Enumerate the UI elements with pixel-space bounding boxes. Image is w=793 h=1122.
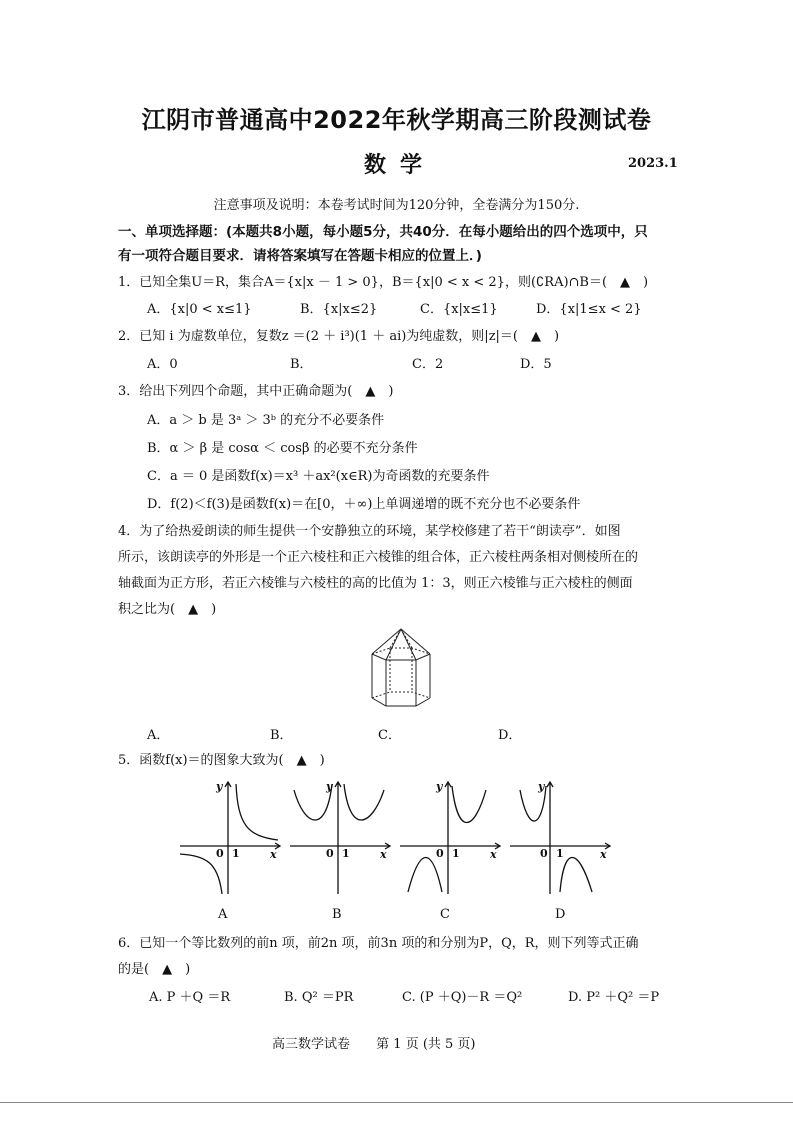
page-bottom-divider (0, 1102, 793, 1103)
q5-stem: 5．函数f(x)＝的图象大致为( ▲ ) (118, 753, 325, 768)
q6-line2: 的是( ▲ ) (118, 962, 191, 977)
q1-option-c: C．{x|x≤1} (420, 302, 498, 317)
graph-c-plot (396, 776, 506, 898)
subject-heading: 数学 (364, 153, 437, 178)
q4-option-b: B． (270, 728, 293, 743)
q4-line3: 轴截面为正方形，若正六棱锥与六棱柱的高的比值为 1：3，则正六棱锥与正六棱柱的侧面 (118, 576, 633, 591)
q6-option-a: A. P ＋Q ＝R (149, 990, 231, 1005)
q2-option-b: B． (290, 357, 313, 372)
q3-option-a: A．a ＞ b 是 3ᵃ ＞ 3ᵇ 的充分不必要条件 (147, 413, 385, 428)
graph-a-x-label: x (270, 848, 277, 861)
q3-stem: 3．给出下列四个命题，其中正确命题为( ▲ ) (118, 384, 394, 399)
graph-c-caption: C (440, 907, 450, 922)
q3-option-b: B．α ＞ β 是 cosα ＜ cosβ 的必要不充分条件 (147, 441, 418, 456)
q1-option-d: D．{x|1≤x < 2} (536, 302, 642, 317)
q2-option-a: A．0 (147, 357, 178, 372)
exam-notice: 注意事项及说明：本卷考试时间为120分钟，全卷满分为150分. (213, 198, 580, 213)
q4-line4: 积之比为( ▲ ) (118, 602, 217, 617)
graph-c-x-label: x (490, 848, 497, 861)
q6-option-b: B. Q² ＝PR (284, 990, 354, 1005)
q2-option-c: C．2 (412, 357, 444, 372)
graph-a (176, 776, 286, 898)
footer-page-number: 第 1 页 (共 5 页) (376, 1037, 476, 1052)
q4-line1: 4．为了给热爱朗读的师生提供一个安静独立的环境，某学校修建了若干“朗读亭”．如图 (118, 524, 621, 539)
graph-c (396, 776, 506, 898)
graph-b-origin: 0 (326, 847, 334, 860)
graph-d (506, 776, 616, 898)
pavilion-figure (366, 626, 436, 712)
q6-option-d: D. P² ＋Q² ＝P (568, 990, 660, 1005)
q4-line2: 所示，该朗读亭的外形是一个正六棱柱和正六棱锥的组合体，正六棱柱两条相对侧棱所在的 (118, 550, 639, 565)
graph-d-origin: 0 (540, 847, 548, 860)
q2-option-d: D．5 (520, 357, 552, 372)
exam-date: 2023.1 (628, 156, 678, 171)
q6-option-c: C. (P ＋Q)－R ＝Q² (402, 990, 523, 1005)
graph-b-x-label: x (380, 848, 387, 861)
q1-option-a: A．{x|0 < x≤1} (147, 302, 252, 317)
graph-d-x-label: x (600, 848, 607, 861)
graph-b (286, 776, 396, 898)
footer-exam-name: 高三数学试卷 (272, 1037, 351, 1052)
q4-option-a: A． (147, 728, 170, 743)
graph-b-tick: 1 (342, 847, 350, 860)
graph-a-y-label: y (216, 780, 223, 793)
q2-stem: 2．已知 i 为虚数单位，复数z ＝(2 ＋ i³)(1 ＋ ai)为纯虚数，则|z|＝( ▲ ) (118, 329, 560, 344)
q1-stem: 1．已知全集U＝R，集合A＝{x|x － 1 > 0}，B＝{x|0 < x < 2}，则(∁RA)∩B＝( ▲ ) (118, 275, 649, 290)
q3-option-d: D．f(2)＜f(3)是函数f(x)＝在[0，＋∞)上单调递增的既不充分也不必要条件 (147, 497, 581, 512)
q3-option-c: C．a ＝ 0 是函数f(x)＝x³ ＋ax²(x∈R)为奇函数的充要条件 (147, 469, 490, 484)
graph-d-tick: 1 (556, 847, 564, 860)
graph-c-y-label: y (436, 780, 443, 793)
section-heading-line2: 有一项符合题目要求．请将答案填写在答题卡相应的位置上．) (118, 248, 482, 264)
graph-a-caption: A (218, 907, 228, 922)
graph-d-caption: D (555, 907, 566, 922)
graph-b-y-label: y (326, 780, 333, 793)
graph-c-origin: 0 (436, 847, 444, 860)
page-title: 江阴市普通高中2022年秋学期高三阶段测试卷 (141, 106, 652, 134)
q4-option-d: D． (498, 728, 522, 743)
page-footer (272, 1033, 498, 1052)
graph-b-plot (286, 776, 396, 898)
section-heading-line1: 一、单项选择题：(本题共8小题，每小题5分，共40分．在每小题给出的四个选项中，只 (118, 224, 648, 240)
graph-a-origin: 0 (216, 847, 224, 860)
graph-a-tick: 1 (232, 847, 240, 860)
graph-d-y-label: y (538, 780, 545, 793)
q6-line1: 6．已知一个等比数列的前n 项，前2n 项，前3n 项的和分别为P，Q，R，则下列等式正确 (118, 936, 639, 951)
q4-option-c: C． (378, 728, 401, 743)
graph-d-plot (506, 776, 616, 898)
graph-a-plot (176, 776, 286, 898)
graph-c-tick: 1 (452, 847, 460, 860)
graph-b-caption: B (332, 907, 342, 922)
q1-option-b: B．{x|x≤2} (300, 302, 378, 317)
